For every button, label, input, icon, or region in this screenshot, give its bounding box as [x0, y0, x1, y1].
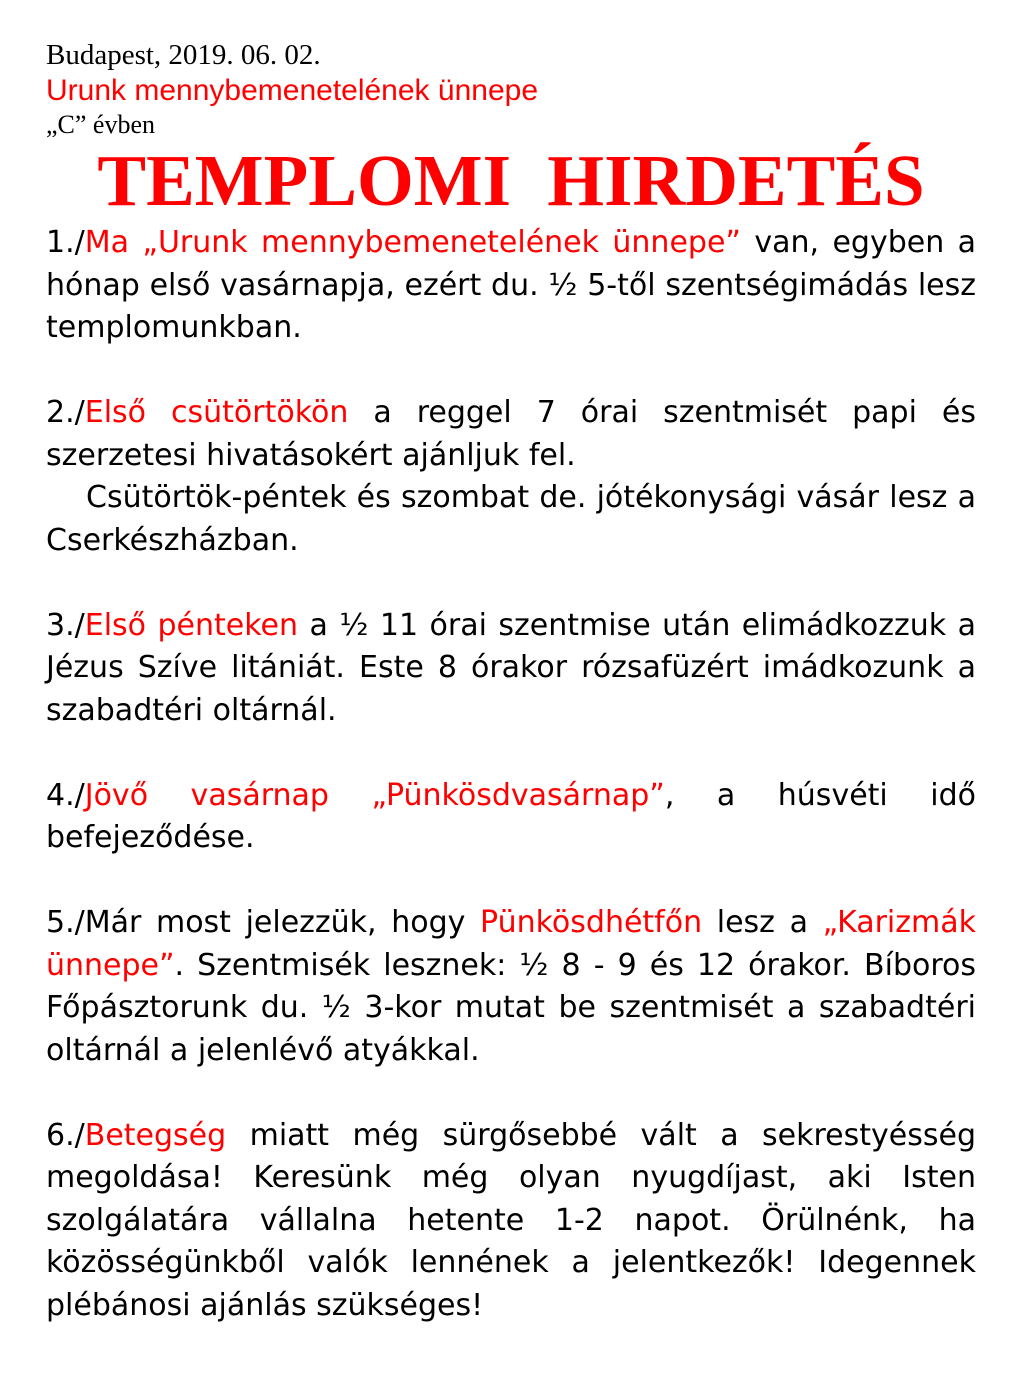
item-text: van, egyben a hónap első vasárnapja, ezért du. ½ 5-től szentségimádás lesz templomunkban.	[46, 225, 976, 345]
date-line: Budapest, 2019. 06. 02.	[46, 39, 321, 71]
item-number: 3./	[46, 607, 85, 643]
item-number: 4./	[46, 777, 85, 813]
feast-name: Urunk mennybemenetelének ünnepe	[46, 74, 538, 107]
item-number: 2./	[46, 395, 85, 430]
item-highlight: Első pénteken	[84, 607, 298, 643]
item-highlight: Jövő vasárnap „Pünkösdvasárnap”	[84, 777, 665, 813]
item-text: , a húsvéti idő befejeződése.	[46, 777, 976, 855]
announcement-item-5	[46, 902, 976, 1072]
announcement-item-3	[46, 605, 976, 733]
item-number: 6./	[46, 1117, 85, 1153]
item-number: 1./	[46, 225, 85, 260]
item-highlight: Betegség	[84, 1117, 227, 1153]
announcement-page	[46, 38, 976, 1370]
announcement-item-6	[46, 1115, 976, 1328]
item-text: a ½ 11 órai szentmise után elimádkozzuk a Jézus Szíve litániát. Este 8 órakor rózsafüzért imádkozunk a szabadtéri oltárnál.	[46, 607, 976, 728]
item-number: 5./	[46, 905, 85, 940]
item-text: . Szentmisék lesznek: ½ 8 - 9 és 12 órakor. Bíboros Főpásztorunk du. ½ 3-kor mutat be szentmisét a szabadtéri oltárnál a jelenlévő atyákkal.	[46, 947, 976, 1068]
announcement-item-1	[46, 222, 976, 350]
item-text-second-paragraph: Csütörtök-péntek és szombat de. jótékonysági vásár lesz a Cserkészházban.	[46, 480, 976, 558]
announcement-item-2	[46, 392, 976, 562]
page-title: TEMPLOMI HIRDETÉS	[97, 140, 925, 221]
item-text: a reggel 7 órai szentmisét papi és szerzetesi hivatásokért ajánljuk fel.	[46, 395, 976, 473]
liturgical-year: „C” évben	[46, 110, 156, 139]
announcement-item-4	[46, 775, 976, 860]
item-highlight: Első csütörtökön	[84, 395, 349, 430]
item-text-intro: Már most jelezzük, hogy	[84, 905, 481, 940]
item-highlight: Pünkösdhétfőn	[480, 905, 703, 940]
item-highlight: Ma „Urunk mennybemenetelének ünnepe”	[84, 225, 741, 260]
item-text-middle: lesz a	[702, 905, 823, 940]
item-text: miatt még sürgősebbé vált a sekrestyésség megoldása! Keresünk még olyan nyugdíjast, aki Isten szolgálatára vállalna hetente 1-2 napot. Örülnénk, ha közösségünkből valók lennének a jelentkezők! Idegennek plébánosi ajánlás szükséges!	[46, 1117, 976, 1323]
item-highlight-second: „Karizmák ünnepe”	[46, 905, 976, 983]
